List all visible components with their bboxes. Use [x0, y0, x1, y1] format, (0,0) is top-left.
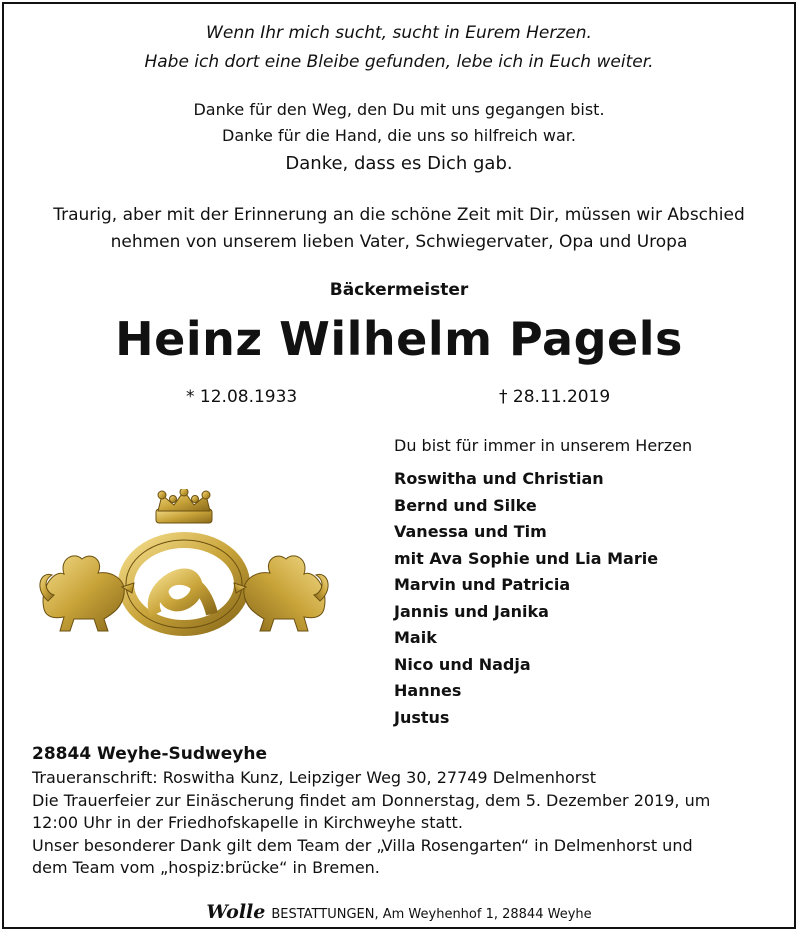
funeral-home-footer — [4, 901, 794, 923]
pretzel-icon — [126, 540, 242, 628]
thanks-line-2: Danke für die Hand, die uns so hilfreich war. — [222, 126, 576, 145]
mourning-address: Traueranschrift: Roswitha Kunz, Leipziger Weg 30, 27749 Delmenhorst — [32, 768, 596, 787]
list-item: Bernd und Silke — [394, 495, 537, 515]
mourners-heading: Du bist für immer in unserem Herzen — [394, 436, 693, 455]
deceased-title: Bäckermeister — [329, 280, 469, 300]
left-lion-icon — [40, 556, 134, 631]
list-item: Marvin und Patricia — [394, 575, 571, 594]
funeral-home-address: BESTATTUNGEN, Am Weyhenhof 1, 28844 Weyhe — [271, 907, 592, 922]
special-thanks-line-2: dem Team vom „hospiz:brücke“ in Bremen. — [32, 858, 380, 877]
birth-date: * 12.08.1933 — [186, 387, 298, 407]
special-thanks-line-1: Unser besonderer Dank gilt dem Team der „Villa Rosengarten“ in Delmenhorst und — [32, 835, 693, 855]
place-heading: 28844 Weyhe-Sudweyhe — [32, 744, 267, 764]
list-item: Jannis und Janika — [394, 601, 549, 621]
list-item: Maik — [394, 628, 437, 647]
ceremony-line-2: 12:00 Uhr in der Friedhofskapelle in Kirchweyhe statt. — [32, 813, 463, 832]
mourners-list — [394, 466, 658, 731]
crown-icon — [156, 489, 212, 523]
list-item: Vanessa und Tim — [394, 522, 547, 541]
thanks-line-3: Danke, dass es Dich gab. — [285, 153, 513, 174]
thanks-line-1: Danke für den Weg, den Du mit uns gegangen bist. — [193, 100, 605, 119]
poem-line-2: Habe ich dort eine Bleibe gefunden, lebe ich in Euch weiter. — [144, 52, 654, 72]
baker-guild-emblem-icon — [34, 489, 334, 639]
intro-line-1: Traurig, aber mit der Erinnerung an die schöne Zeit mit Dir, müssen wir Abschied — [53, 205, 745, 225]
obituary-frame — [2, 2, 796, 929]
list-item: Roswitha und Christian — [394, 469, 604, 488]
poem-line-1: Wenn Ihr mich sucht, sucht in Eurem Herzen. — [206, 23, 592, 43]
list-item: Nico und Nadja — [394, 654, 531, 674]
deceased-name: Heinz Wilhelm Pagels — [115, 312, 683, 366]
funeral-home-logo: Wolle — [206, 901, 266, 923]
death-date: † 28.11.2019 — [499, 387, 611, 407]
right-lion-icon — [234, 556, 328, 631]
intro-line-2: nehmen von unserem lieben Vater, Schwiegervater, Opa und Uropa — [110, 232, 688, 252]
details-block — [32, 741, 772, 880]
list-item: mit Ava Sophie und Lia Marie — [394, 548, 659, 568]
list-item: Justus — [394, 707, 450, 727]
ceremony-line-1: Die Trauerfeier zur Einäscherung findet am Donnerstag, dem 5. Dezember 2019, um — [32, 790, 711, 810]
list-item: Hannes — [394, 681, 462, 700]
